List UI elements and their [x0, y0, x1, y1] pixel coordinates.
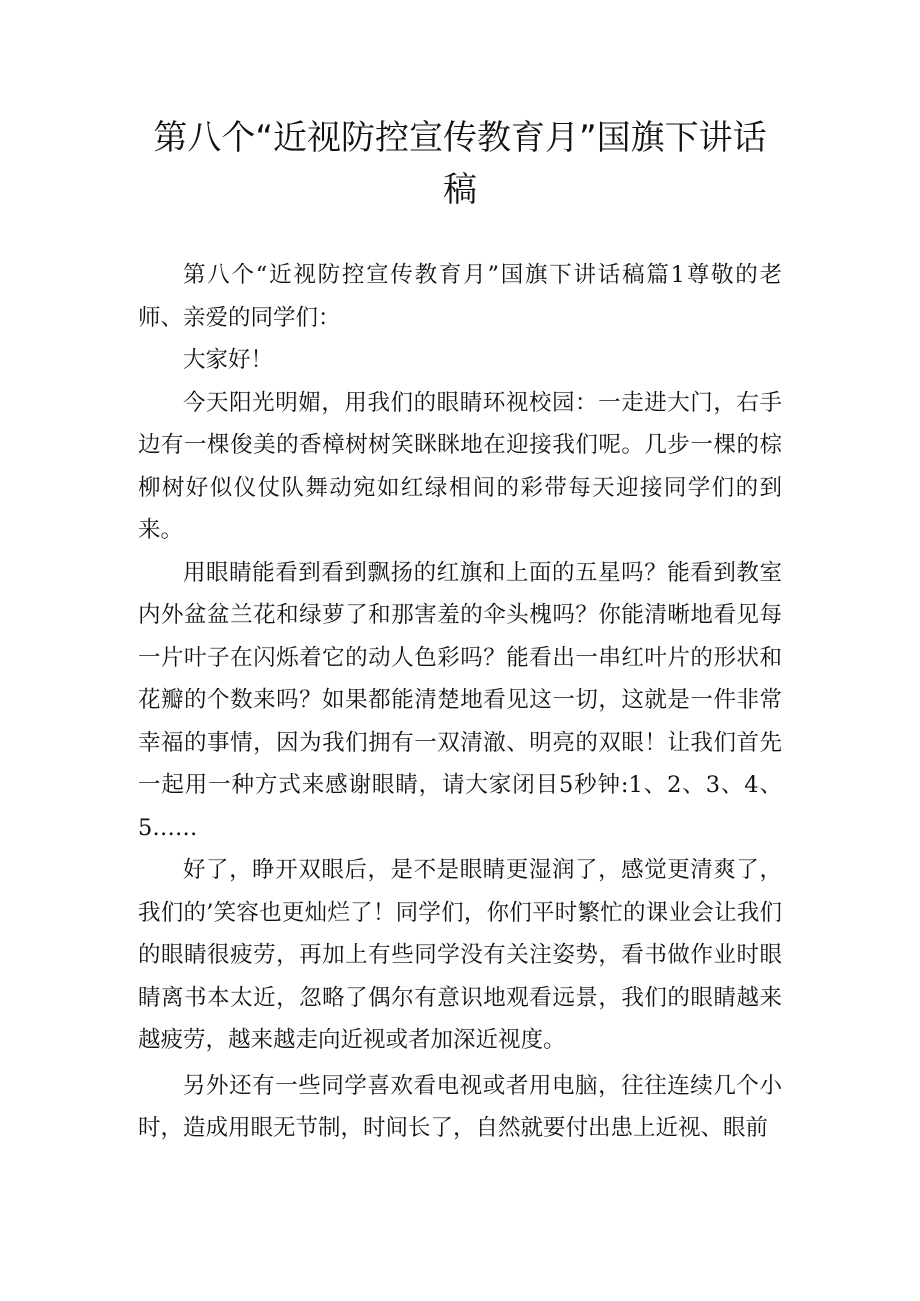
- paragraph-campus: 今天阳光明媚，用我们的眼睛环视校园：一走进大门，右手边有一棵俊美的香樟树树笑眯眯地在迎接我们呢。几步一棵的棕柳树好似仪仗队舞动宛如红绿相间的彩带每天迎接同学们的到来。: [138, 389, 782, 543]
- paragraph-greeting: 第八个“近视防控宣传教育月”国旗下讲话稿篇1尊敬的老师、亲爱的同学们：: [138, 262, 782, 331]
- paragraph-open-eyes: 好了，睁开双眼后，是不是眼睛更湿润了，感觉更清爽了，我们的’笑容也更灿烂了！同学们，你们平时繁忙的课业会让我们的眼睛很疲劳，再加上有些同学没有关注姿势，看书做作业时眼睛离书本太近，忽略了偶尔有意识地观看远景，我们的眼睛越来越疲劳，越来越走向近视或者加深近视度。: [138, 857, 782, 1053]
- paragraph-hello: 大家好！: [183, 347, 274, 373]
- paragraph-tv-computer: 另外还有一些同学喜欢看电视或者用电脑，往往连续几个小时，造成用眼无节制，时间长了，自然就要付出患上近视、眼前: [138, 1072, 782, 1141]
- document-body: [138, 254, 782, 1150]
- document-title: 第八个“近视防控宣传教育月”国旗下讲话稿: [153, 118, 767, 210]
- paragraph-eyes-see: 用眼睛能看到看到飘扬的红旗和上面的五星吗？能看到教室内外盆盆兰花和绿萝了和那害羞的伞头槐吗？你能清晰地看见每一片叶子在闪烁着它的动人色彩吗？能看出一串红叶片的形状和花瓣的个数来吗？如果都能清楚地看见这一切，这就是一件非常幸福的事情，因为我们拥有一双清澈、明亮的双眼！让我们首先一起用一种方式来感谢眼睛，请大家闭目5秒钟:1、2、3、4、5……: [138, 559, 782, 841]
